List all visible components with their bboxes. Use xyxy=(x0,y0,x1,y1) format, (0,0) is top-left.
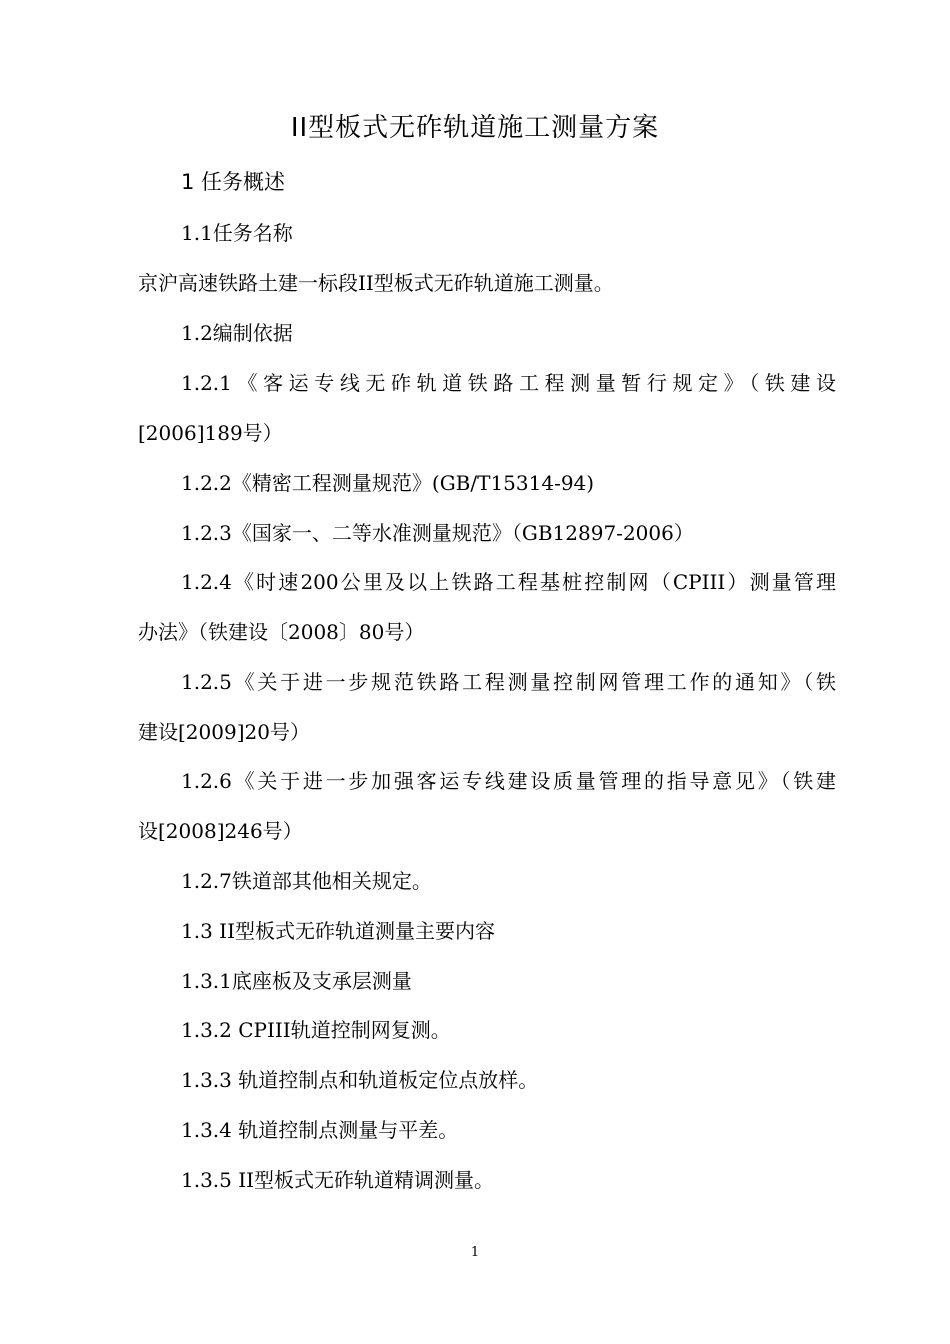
reference-4-line-1 xyxy=(138,568,836,596)
reference-5-line-2: 建设[2009]20号） xyxy=(138,720,310,744)
reference-6-text: 1.2.6《关于进一步加强客运专线建设质量管理的指导意见》（铁建 xyxy=(181,769,836,793)
reference-3: 1.2.3《国家一、二等水准测量规范》（GB12897-2006） xyxy=(181,521,694,545)
item-1-3-3: 1.3.3 轨道控制点和轨道板定位点放样。 xyxy=(181,1068,539,1092)
page-number: 1 xyxy=(470,1245,480,1260)
reference-4-line-2: 办法》（铁建设〔2008〕80号） xyxy=(138,620,425,644)
reference-5-text: 1.2.5《关于进一步规范铁路工程测量控制网管理工作的通知》（铁 xyxy=(181,670,836,694)
item-1-3-2: 1.3.2 CPIII轨道控制网复测。 xyxy=(181,1018,451,1042)
section-1-3-heading: 1.3 II型板式无砟轨道测量主要内容 xyxy=(181,919,495,943)
reference-6-line-2: 设[2008]246号） xyxy=(138,819,303,843)
reference-2: 1.2.2《精密工程测量规范》(GB/T15314-94) xyxy=(181,471,595,495)
document-title: II型板式无砟轨道施工测量方案 xyxy=(290,113,660,143)
reference-1-line-1 xyxy=(138,369,836,397)
section-1-heading: 1 任务概述 xyxy=(181,170,286,194)
reference-4-text: 1.2.4《时速200公里及以上铁路工程基桩控制网（CPIII）测量管理 xyxy=(181,570,836,594)
item-1-3-5: 1.3.5 II型板式无砟轨道精调测量。 xyxy=(181,1168,495,1192)
reference-7: 1.2.7铁道部其他相关规定。 xyxy=(181,869,432,893)
task-name-paragraph: 京沪高速铁路土建一标段II型板式无砟轨道施工测量。 xyxy=(138,271,614,295)
reference-1-text: 1.2.1《客运专线无砟轨道铁路工程测量暂行规定》（铁建设 xyxy=(181,371,836,395)
reference-1-line-2: [2006]189号） xyxy=(138,421,283,445)
item-1-3-1: 1.3.1底座板及支承层测量 xyxy=(181,969,412,993)
item-1-3-4: 1.3.4 轨道控制点测量与平差。 xyxy=(181,1118,459,1142)
reference-5-line-1 xyxy=(138,668,836,696)
reference-6-line-1 xyxy=(138,767,836,795)
section-1-2-heading: 1.2编制依据 xyxy=(181,321,293,345)
section-1-1-heading: 1.1任务名称 xyxy=(181,221,293,245)
